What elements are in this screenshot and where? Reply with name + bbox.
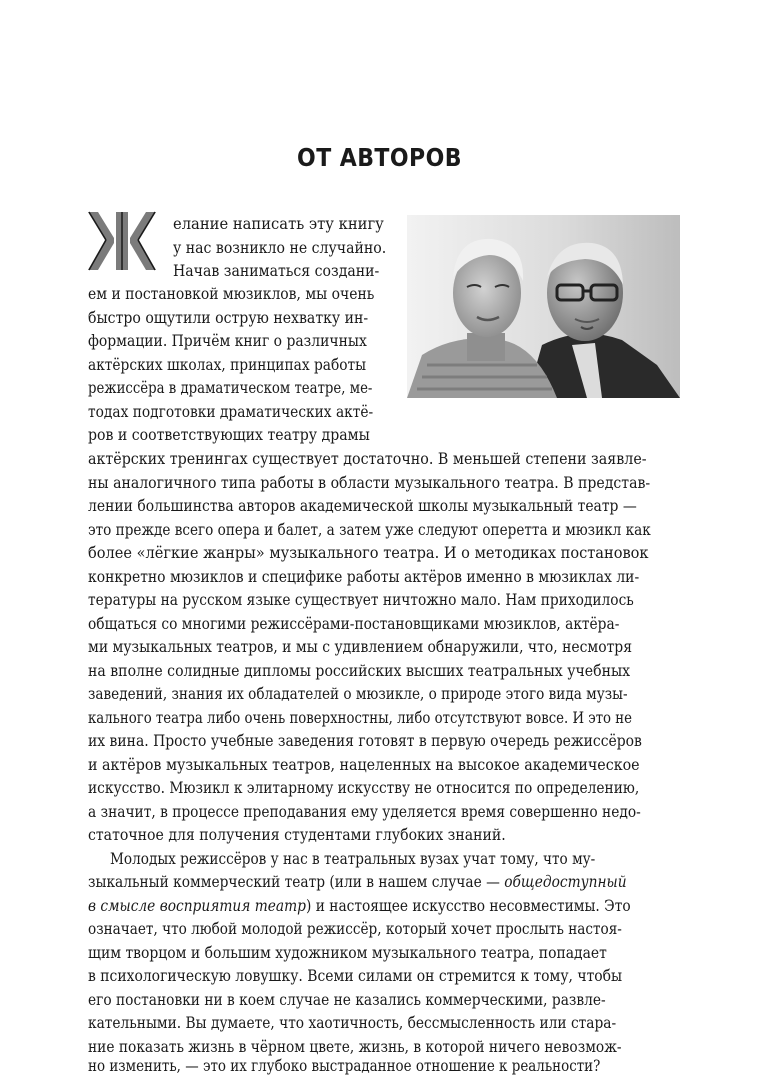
text-line: актёрских тренингах существует достаточно. В меньшей степени заявле- (88, 449, 647, 468)
italic-emphasis: в смысле восприятия театр (88, 896, 306, 915)
text-line: быстро ощутили острую нехватку ин- (88, 308, 369, 327)
text-line: ров и соответствующих театру драмы (88, 425, 370, 444)
text-line: режиссёра в драматическом театре, ме- (88, 378, 373, 397)
text-line: у нас возникло не случайно. (173, 238, 387, 257)
text-line: кательными. Вы думаете, что хаотичность, бессмысленность или стара- (88, 1013, 617, 1032)
text-line: искусство. Мюзикл к элитарному искусству не относится по определению, (88, 778, 640, 797)
text-line (88, 870, 627, 894)
text-line: означает, что любой молодой режиссёр, который хочет прослыть настоя- (88, 919, 622, 938)
text-line: тодах подготовки драматических актё- (88, 402, 374, 421)
text-line: формации. Причём книг о различных (88, 331, 367, 350)
text-line (88, 894, 631, 918)
text-line: и актёров музыкальных театров, нацеленных на высокое академическое (88, 755, 640, 774)
text-line: заведений, знания их обладателей о мюзикле, о природе этого вида музы- (88, 684, 628, 703)
text-line: ем и постановкой мюзиклов, мы очень (88, 284, 375, 303)
text-line: актёрских школах, принципах работы (88, 355, 367, 374)
text-line: а значит, в процессе преподавания ему уделяется время совершенно недо- (88, 802, 641, 821)
text-line: на вполне солидные дипломы российских высших театральных учебных (88, 661, 631, 680)
drop-cap-letter (86, 210, 158, 272)
text-line: ны аналогичного типа работы в области музыкального театра. В представ- (88, 473, 651, 492)
page-title: ОТ АВТОРОВ (297, 143, 462, 172)
text-line: лении большинства авторов академической школы музыкальный театр — (88, 496, 637, 515)
text-line: елание написать эту книгу (173, 214, 384, 233)
text-segment: ) и настоящее искусство несовместимы. Это (305, 896, 631, 915)
text-line: ние показать жизнь в чёрном цвете, жизнь, в которой ничего невозмож- (88, 1037, 622, 1056)
text-line: Начав заниматься создани- (173, 261, 380, 280)
text-line: Молодых режиссёров у нас в театральных вузах учат тому, что му- (110, 849, 596, 868)
text-line: более «лёгкие жанры» музыкального театра. И о методиках постановок (88, 543, 649, 562)
text-line: конкретно мюзиклов и специфике работы актёров именно в мюзиклах ли- (88, 567, 640, 586)
authors-photo (407, 215, 680, 398)
text-line: тературы на русском языке существует ничтожно мало. Нам приходилось (88, 590, 634, 609)
text-line: общаться со многими режиссёрами-постановщиками мюзиклов, актёра- (88, 614, 620, 633)
text-line: это прежде всего опера и балет, а затем уже следуют оперетта и мюзикл как (88, 520, 651, 539)
text-segment: зыкальный коммерческий театр (или в нашем случае — (88, 872, 505, 891)
text-line: в психологическую ловушку. Всеми силами он стремится к тому, чтобы (88, 966, 623, 985)
text-line: но изменить, — это их глубоко выстраданное отношение к реальности? (88, 1056, 601, 1075)
text-line: статочное для получения студентами глубоких знаний. (88, 825, 506, 844)
text-line: их вина. Просто учебные заведения готовят в первую очередь режиссёров (88, 731, 642, 750)
text-line: ми музыкальных театров, и мы с удивлением обнаружили, что, несмотря (88, 637, 632, 656)
italic-emphasis: общедоступный (504, 872, 627, 891)
text-line: щим творцом и большим художником музыкального театра, попадает (88, 943, 607, 962)
text-line: кального театра либо очень поверхностны, либо отсутствуют вовсе. И это не (88, 708, 632, 727)
text-line: его постановки ни в коем случае не казались коммерческими, развле- (88, 990, 606, 1009)
